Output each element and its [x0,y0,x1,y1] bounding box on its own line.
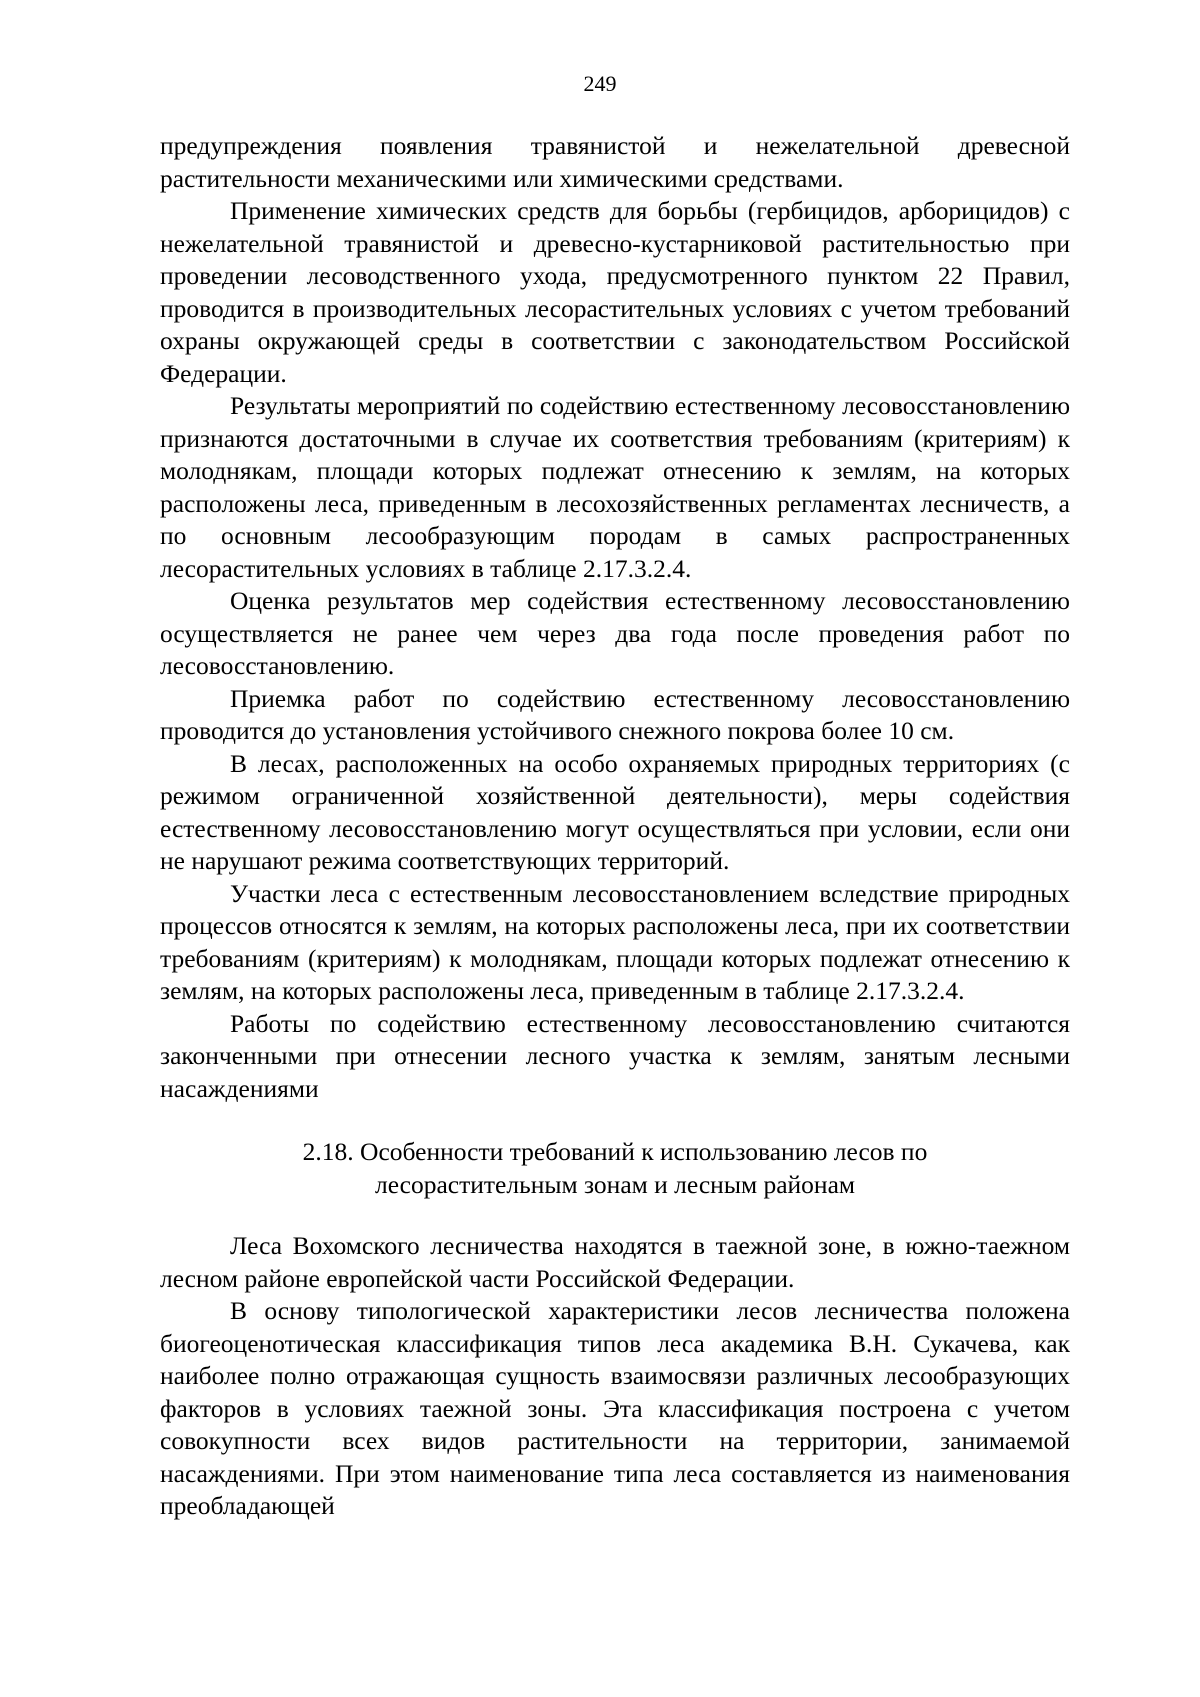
paragraph: Результаты мероприятий по содействию естественному лесовосстановлению признаются достаточными в случае их соответствия требованиям (критериям) к молоднякам, площади которых подлежат отнесению к землям, на которых расположены леса, приведенным в лесохозяйственных регламентах лесничеств, а по основным лесообразующим породам в самых распространенных лесорастительных условиях в таблице 2.17.3.2.4. [160,391,1070,583]
paragraph: предупреждения появления травянистой и нежелательной древесной растительности механическими или химическими средствами. [160,131,1070,193]
section-heading [160,1136,1070,1201]
paragraph: Оценка результатов мер содействия естественному лесовосстановлению осуществляется не ранее чем через два года после проведения работ по лесовосстановлению. [160,586,1070,680]
paragraph: Леса Вохомского лесничества находятся в таежной зоне, в южно-таежном лесном районе европейской части Российской Федерации. [160,1231,1070,1293]
paragraph: В лесах, расположенных на особо охраняемых природных территориях (с режимом ограниченной хозяйственной деятельности), меры содействия естественному лесовосстановлению могут осуществляться при условии, если они не нарушают режима соответствующих территорий. [160,748,1070,875]
paragraph: В основу типологической характеристики лесов лесничества положена биогеоценотическая классификация типов леса академика В.Н. Сукачева, как наиболее полно отражающая сущность взаимосвязи различных лесообразующих факторов в условиях таежной зоны. Эта классификация построена с учетом совокупности всех видов растительности на территории, занимаемой насаждениями. При этом наименование типа леса составляется из наименования преобладающей [160,1296,1070,1520]
paragraph: Работы по содействию естественному лесовосстановлению считаются законченными при отнесении лесного участка к землям, занятым лесными насаждениями [160,1008,1070,1103]
page-number: 249 [583,71,617,96]
section-heading-line-1: 2.18. Особенности требований к использованию лесов по [302,1137,928,1166]
body-text [160,130,1070,1523]
paragraph: Участки леса с естественным лесовосстановлением вследствие природных процессов относятся к землям, на которых расположены леса, при их соответствии требованиям (критериям) к молоднякам, площади которых подлежат отнесению к землям, на которых расположены леса, приведенным в таблице 2.17.3.2.4. [160,878,1070,1005]
paragraph: Приемка работ по содействию естественному лесовосстановлению проводится до установления устойчивого снежного покрова более 10 см. [160,683,1070,745]
section-heading-line-2: лесорастительным зонам и лесным районам [374,1169,856,1199]
paragraph: Применение химических средств для борьбы (гербицидов, арборицидов) с нежелательной травянистой и древесно-кустарниковой растительностью при проведении лесоводственного ухода, предусмотренного пунктом 22 Правил, проводится в производительных лесорастительных условиях с учетом требований охраны окружающей среды в соответствии с законодательством Российской Федерации. [160,196,1070,388]
